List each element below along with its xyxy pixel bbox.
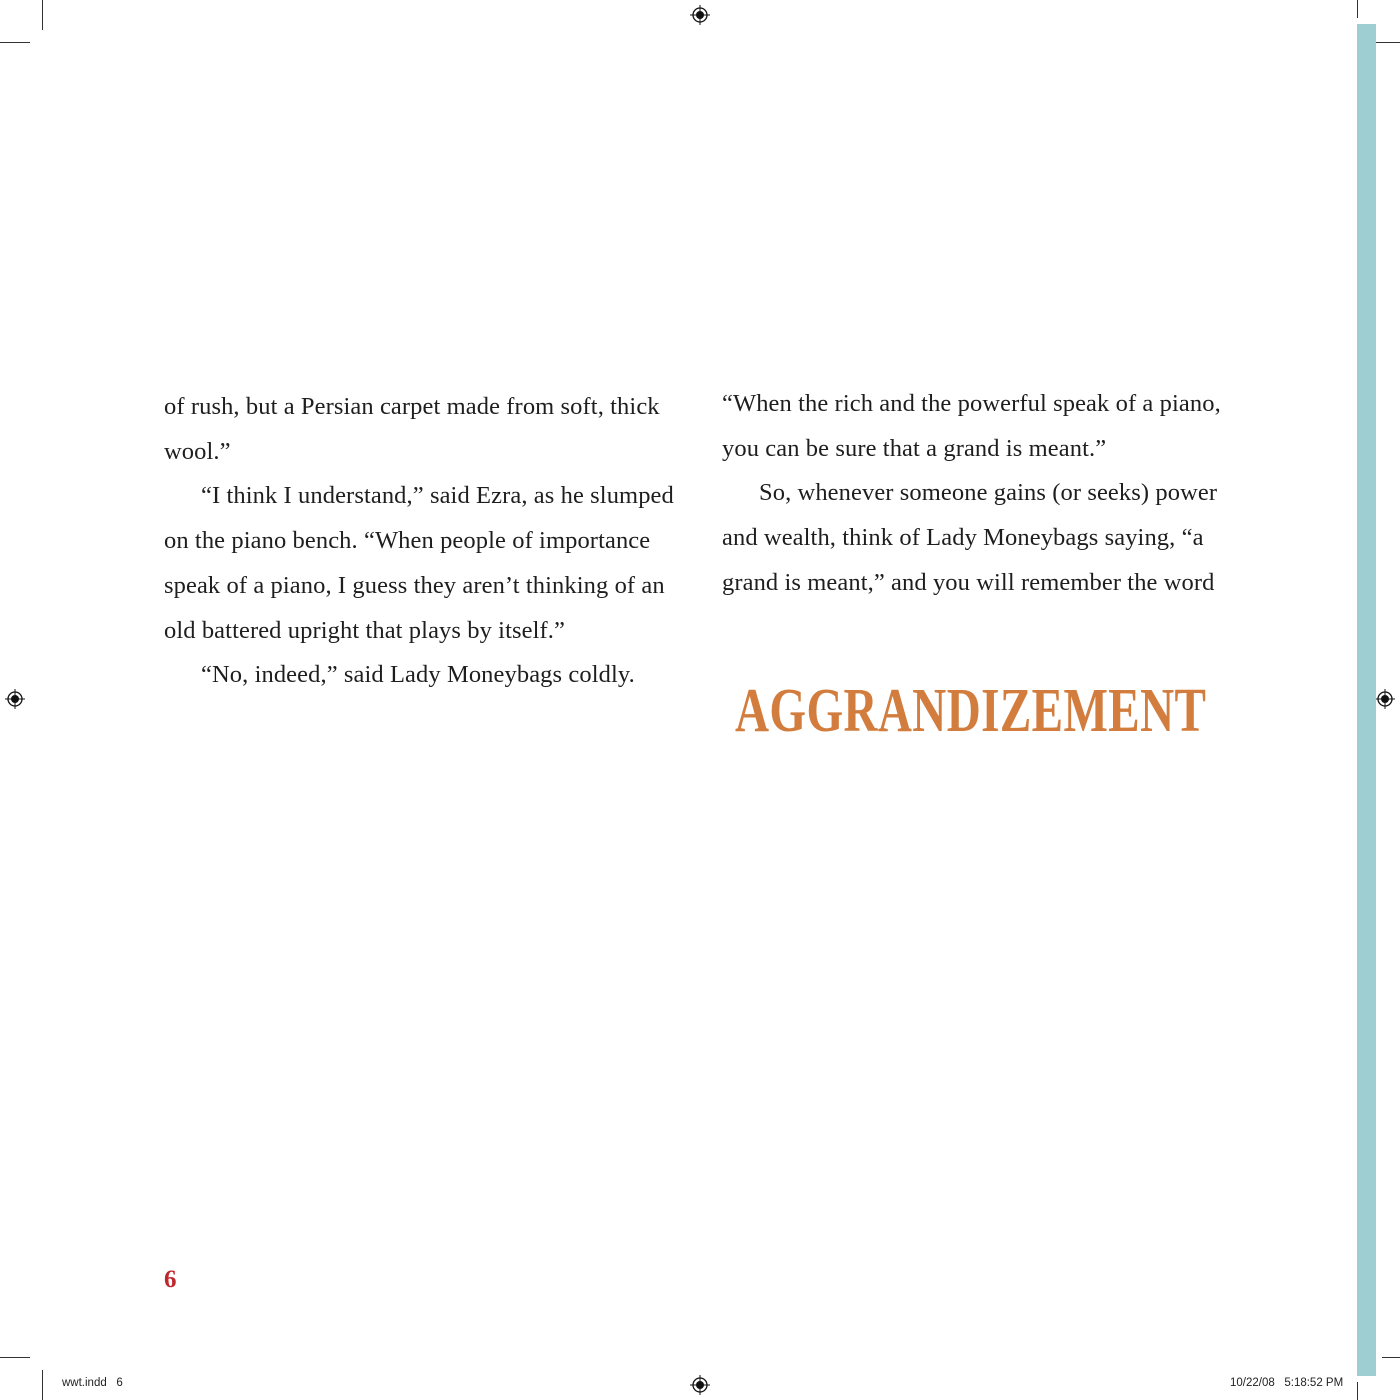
crop-mark-bottom-left-horizontal xyxy=(0,1357,30,1358)
vocabulary-headword: AGGRANDIZEMENT xyxy=(735,677,1207,745)
left-text-column xyxy=(164,385,684,698)
registration-mark-right xyxy=(1375,689,1395,709)
crop-mark-bottom-right-vertical xyxy=(1357,1382,1358,1400)
crop-mark-bottom-right-horizontal xyxy=(1382,1357,1400,1358)
slug-file-name: wwt.indd 6 xyxy=(62,1377,123,1389)
paragraph: “No, indeed,” said Lady Moneybags coldly. xyxy=(201,661,635,689)
paragraph: So, whenever someone gains (or seeks) power and wealth, think of Lady Moneybags saying, “a grand is meant,” and you will remember the word xyxy=(722,479,1218,596)
registration-mark-left xyxy=(5,689,25,709)
crop-mark-top-left-vertical xyxy=(42,0,43,30)
registration-mark-top xyxy=(690,5,710,25)
right-text-column xyxy=(722,382,1242,606)
crop-mark-top-right-vertical xyxy=(1357,0,1358,18)
page-number: 6 xyxy=(164,1266,177,1293)
paragraph: “When the rich and the powerful speak of a piano, you can be sure that a grand is meant.” xyxy=(722,390,1221,462)
crop-mark-bottom-left-vertical xyxy=(42,1370,43,1400)
crop-mark-top-left-horizontal xyxy=(0,42,30,43)
page-edge-color-bar xyxy=(1357,24,1376,1376)
paragraph: “I think I understand,” said Ezra, as he slumped on the piano bench. “When people of importance speak of a piano, I guess they aren’t thinking of an old battered upright that plays by itself.” xyxy=(164,482,674,644)
slug-timestamp: 10/22/08 5:18:52 PM xyxy=(1230,1377,1344,1389)
registration-mark-bottom xyxy=(690,1375,710,1395)
paragraph: of rush, but a Persian carpet made from soft, thick wool.” xyxy=(164,393,660,465)
